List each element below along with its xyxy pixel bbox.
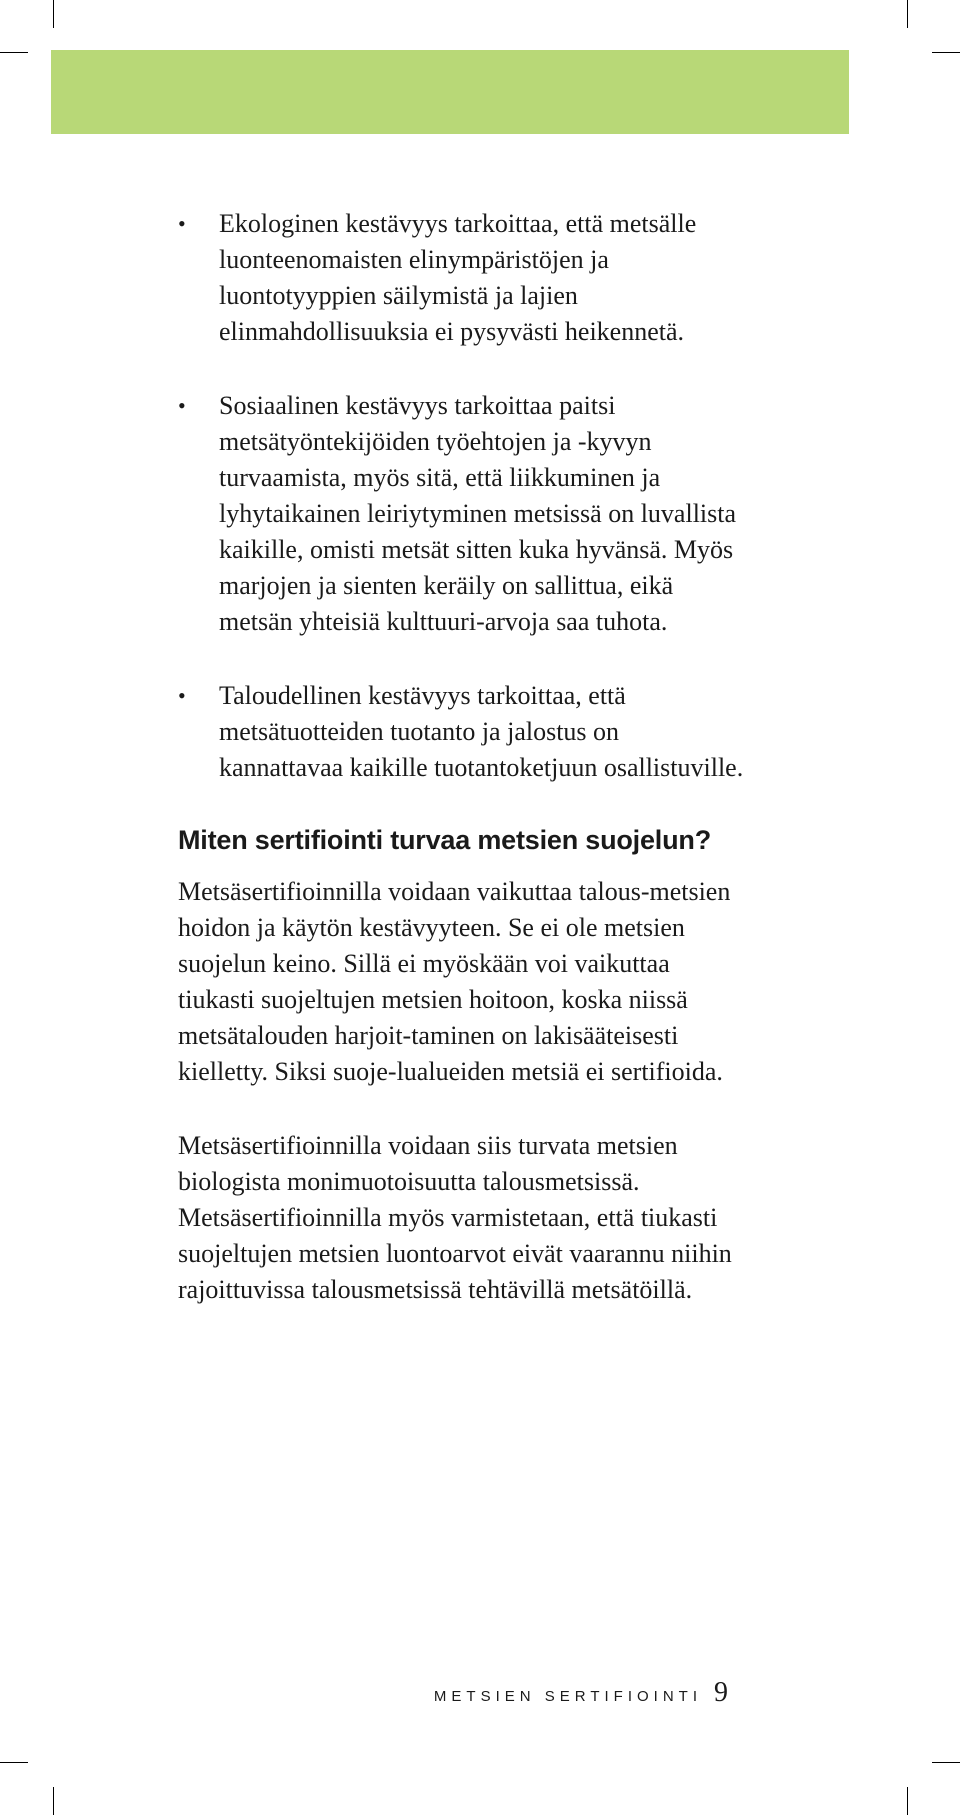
crop-mark: [0, 1762, 28, 1763]
bullet-icon: •: [178, 683, 186, 708]
bullet-icon: •: [178, 393, 186, 418]
crop-mark: [907, 0, 908, 28]
list-item-text: Ekologinen kestävyys tarkoittaa, että metsälle luonteenomaisten elinympäristöjen ja luontotyyppien säilymistä ja lajien elinmahdollisuuksia ei pysyvästi heikennetä.: [219, 209, 697, 346]
crop-mark: [53, 0, 54, 28]
page-content: [178, 206, 748, 1346]
page-footer: [434, 1677, 728, 1709]
bullet-icon: •: [178, 211, 186, 236]
crop-mark: [53, 1787, 54, 1815]
list-item: [178, 388, 748, 640]
list-item: [178, 678, 748, 786]
crop-mark: [0, 52, 28, 53]
body-paragraph: Metsäsertifioinnilla voidaan siis turvata metsien biologista monimuotoisuutta talousmetsissä. Metsäsertifioinnilla myös varmistetaan, että tiukasti suojeltujen metsien luontoarvot eivät vaarannu niihin rajoittuvissa talousmetsissä tehtävillä metsätöillä.: [178, 1131, 732, 1304]
page-number: 9: [714, 1677, 728, 1708]
crop-mark: [932, 1762, 960, 1763]
section-heading: Miten sertifiointi turvaa metsien suojelun?: [178, 825, 711, 855]
bullet-list: [178, 206, 748, 786]
header-band: [51, 50, 849, 134]
footer-title: METSIEN SERTIFIOINTI: [433, 1688, 702, 1705]
crop-mark: [907, 1787, 908, 1815]
crop-mark: [932, 52, 960, 53]
list-item: [178, 206, 748, 350]
list-item-text: Sosiaalinen kestävyys tarkoittaa paitsi metsätyöntekijöiden työehtojen ja -kyvyn turvaamista, myös sitä, että liikkuminen ja lyhytaikainen leiriytyminen metsissä on luvallista kaikille, omisti metsät sitten kuka hyvänsä. Myös marjojen ja sienten keräily on sallittua, eikä metsän yhteisiä kulttuuri-arvoja saa tuhota.: [219, 391, 737, 636]
body-paragraph: Metsäsertifioinnilla voidaan vaikuttaa talous-metsien hoidon ja käytön kestävyyteen. Se ei ole metsien suojelun keino. Sillä ei myöskään voi vaikuttaa tiukasti suojeltujen metsien hoitoon, koska niissä metsätalouden harjoit-taminen on lakisääteisesti kielletty. Siksi suoje-lualueiden metsiä ei sertifioida.: [178, 877, 731, 1086]
list-item-text: Taloudellinen kestävyys tarkoittaa, että metsätuotteiden tuotanto ja jalostus on kannattavaa kaikille tuotantoketjuun osallistuville.: [219, 681, 744, 782]
